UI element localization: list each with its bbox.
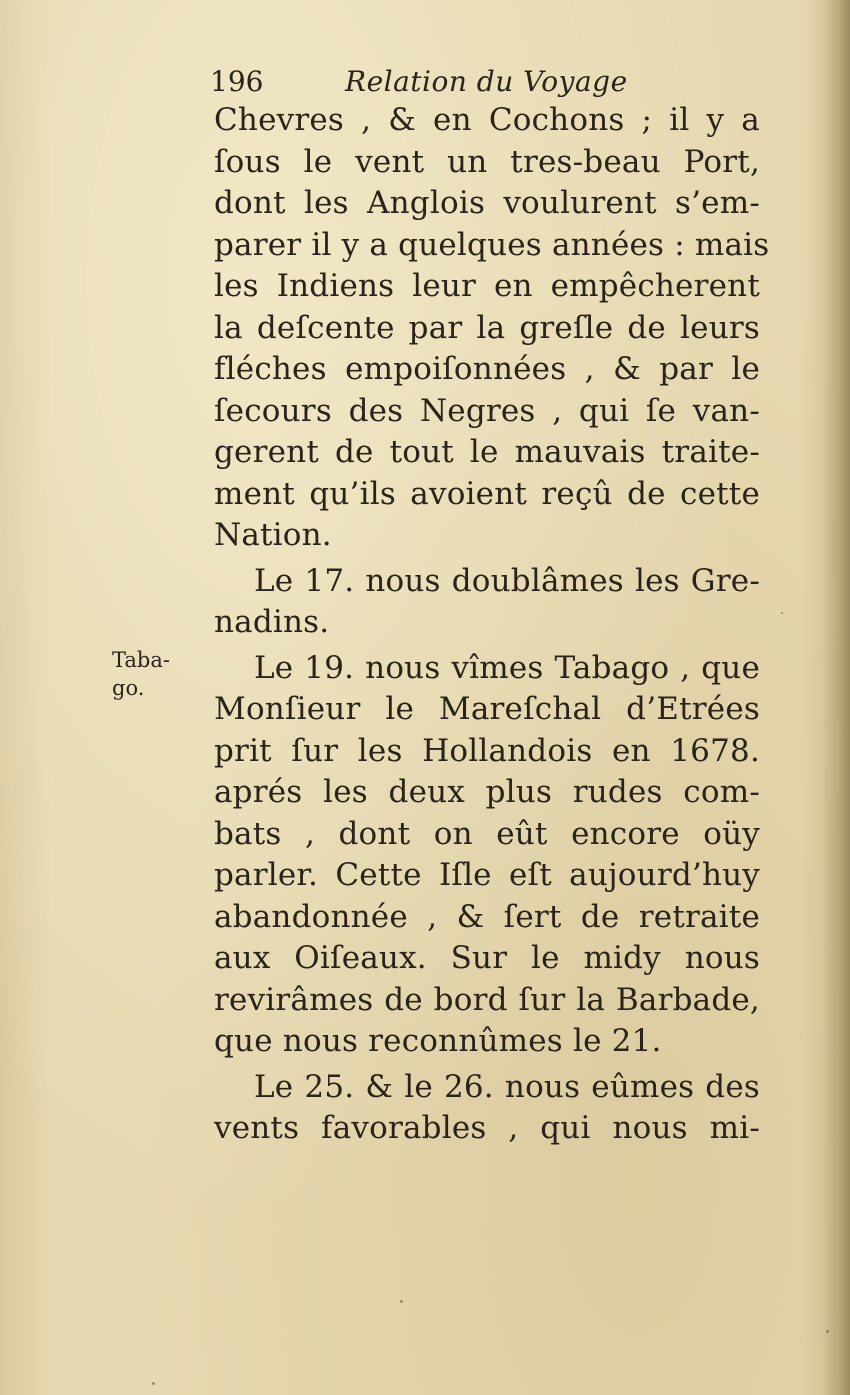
text-line: bats , dont on eût encore oüy	[214, 815, 760, 852]
paper-speck	[781, 612, 783, 614]
text-line: nadins.	[214, 604, 330, 640]
running-title: Relation du Voyage	[345, 65, 628, 98]
text-line: prit ſur les Hollandois en 1678.	[214, 732, 760, 769]
text-line: la deſcente par la greſle de leurs	[214, 309, 760, 346]
text-line: revirâmes de bord ſur la Barbade,	[214, 981, 760, 1018]
text-line: ſecours des Negres , qui ſe van-	[214, 392, 760, 429]
paper-speck	[400, 1300, 403, 1303]
text-line: gerent de tout le mauvais traite-	[214, 434, 760, 470]
margin-note-line: Taba-	[112, 648, 170, 672]
page-number: 196	[210, 65, 264, 98]
text-line: que nous reconnûmes le 21.	[214, 1023, 662, 1059]
text-line: ment qu’ils avoient reçû de cette	[214, 475, 760, 512]
text-line: Monſieur le Mareſchal d’Etrées	[214, 691, 760, 727]
text-line: Nation.	[214, 517, 332, 553]
body-text	[214, 100, 770, 1150]
text-line: vents favorables , qui nous mi-	[214, 1110, 760, 1146]
text-line: Le 25. & le 26. nous eûmes des	[254, 1068, 760, 1105]
margin-note	[112, 646, 170, 702]
text-line: parer il y a quelques années : mais	[214, 226, 770, 263]
paper-speck	[152, 1382, 155, 1385]
text-line: aux Oiſeaux. Sur le midy nous	[214, 940, 760, 976]
page-edge-shadow	[822, 0, 850, 1395]
text-line: ſous le vent un tres-beau Port,	[214, 143, 760, 180]
text-line: Le 17. nous doublâmes les Gre-	[254, 562, 760, 599]
text-line: fléches empoiſonnées , & par le	[214, 351, 760, 387]
page-header	[210, 62, 640, 102]
text-line: Le 19. nous vîmes Tabago , que	[254, 649, 760, 686]
text-line: abandonnée , & ſert de retraite	[214, 898, 760, 935]
paper-speck	[826, 1330, 829, 1333]
text-line: dont les Anglois voulurent s’em-	[214, 185, 760, 221]
text-line: parler. Cette Iſle eſt aujourd’huy	[214, 857, 760, 893]
text-line: les Indiens leur en empêcherent	[214, 268, 760, 304]
text-line: aprés les deux plus rudes com-	[214, 774, 760, 810]
margin-note-line: go.	[112, 676, 145, 700]
text-line: Chevres , & en Cochons ; il y a	[214, 102, 760, 138]
